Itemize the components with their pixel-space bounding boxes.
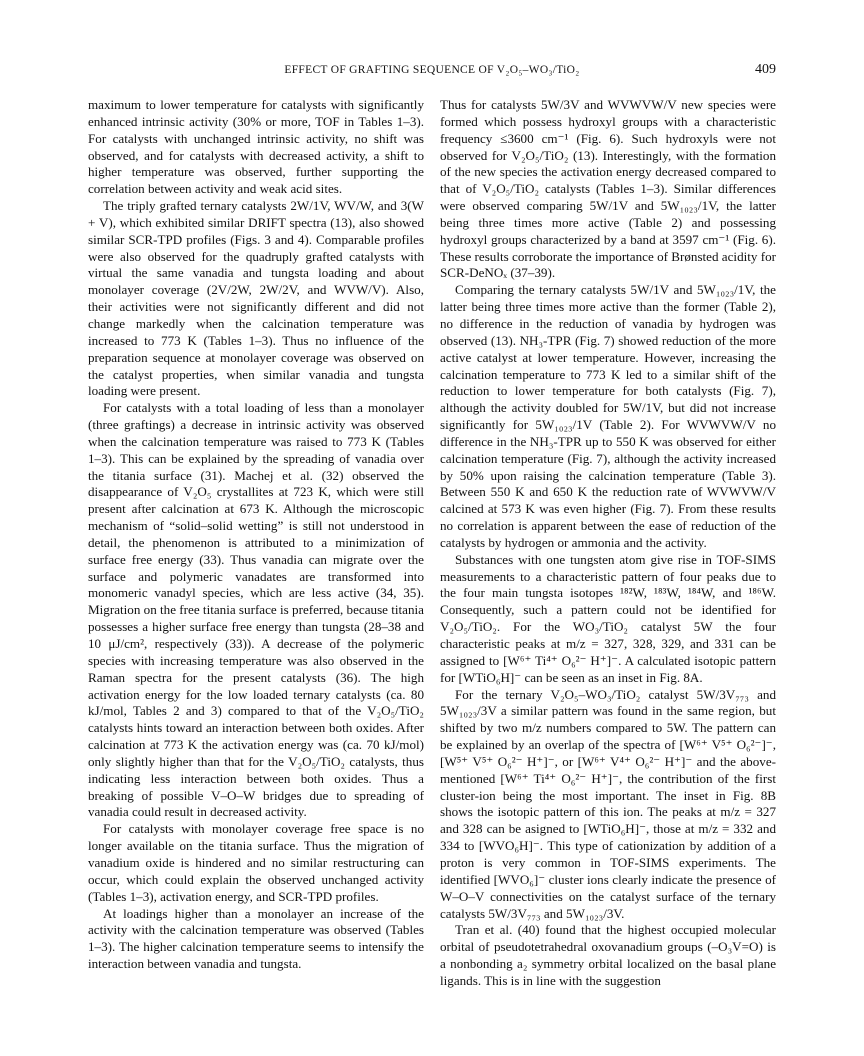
paragraph: Substances with one tungsten atom give rise in TOF-SIMS measurements to a characteristic pattern of four peaks due to the four main tungsta isotopes ¹⁸²W, ¹⁸³W, ¹⁸⁴W, and ¹⁸⁶W. Consequently, such a pattern could not be identified for V₂O₅/TiO₂. For the WO₃/TiO₂ catalyst 5W the four characteristic peaks at m/z = 327, 328, 329, and 331 can be assigned to [W⁶⁺ Ti⁴⁺ O₆²⁻ H⁺]⁻. A calculated isotopic pattern for [WTiO₆H]⁻ can be seen as an inset in Fig. 8A. <box>440 551 776 685</box>
paragraph: Comparing the ternary catalysts 5W/1V and 5W₁₀₂₃/1V, the latter being three times more active than the former (Table 2), no difference in the reduction of vanadia by hydrogen was observed (13). NH₃-TPR (Fig. 7) showed reduction of the more active catalyst at lower temperature. However, increasing the calcination temperature to 773 K led to a similar shift of the reduction to lower temperature for both catalysts (Fig. 7), although the activity doubled for 5W/1V, but did not increase significantly for 5W₁₀₂₃/1V (Table 2). For WVWVW/V no difference in the NH₃-TPR up to 550 K was observed for either calcination temperature (Fig. 7), although the activity increased by 50% upon raising the calcination temperature (Table 3). Between 550 K and 650 K the reduction rate of WVWVW/V calcined at 573 K was even higher (Fig. 7). From these results no correlation is apparent between the ease of reduction of the catalysts by hydrogen or ammonia and the activity. <box>440 282 776 550</box>
paragraph: For the ternary V₂O₅–WO₃/TiO₂ catalyst 5W/3V₇₇₃ and 5W₁₀₂₃/3V a similar pattern was found in the same region, but shifted by two m/z numbers compared to 5W. The pattern can be explained by an overlap of the spectra of [W⁶⁺ V⁵⁺ O₆²⁻]⁻, [W⁵⁺ V⁵⁺ O₆²⁻ H⁺]⁻, or [W⁶⁺ V⁴⁺ O₆²⁻ H⁺]⁻ and the above-mentioned [W⁶⁺ Ti⁴⁺ O₆²⁻ H⁺]⁻, the contribution of the first cluster-ion being the most important. The inset in Fig. 8B shows the isotopic pattern of this ion. The peaks at m/z = 327 and 328 can be asigned to [WTiO₆H]⁻, those at m/z = 332 and 334 to [WVO₆H]⁻. This type of cationization by addition of a proton is very common in TOF-SIMS experiments. The identified [WVO₆]⁻ cluster ions clearly indicate the presence of W–O–V connectivities on the catalyst surface of the ternary catalysts 5W/3V₇₇₃ and 5W₁₀₂₃/3V. <box>440 686 776 921</box>
paragraph: The triply grafted ternary catalysts 2W/1V, WV/W, and 3(W + V), which exhibited similar DRIFT spectra (13), also showed similar SCR-TPD profiles (Figs. 3 and 4). Comparable profiles were also observed for the quadruply grafted catalysts with virtual the same vanadia and tungsta loading and about monolayer coverage (2V/2W, 2W/2V, and WVW/V). Also, their activities were not significantly different and did not change markedly when the calcination temperature was increased to 773 K (Tables 1–3). Thus no influence of the preparation sequence at monolayer coverage was observed on the catalyst properties, when similar vanadia and tungsta loading were present. <box>88 198 424 399</box>
paragraph: Thus for catalysts 5W/3V and WVWVW/V new species were formed which possess hydroxyl groups with a characteristic frequency ≤3600 cm⁻¹ (Fig. 6). Such hydroxyls were not observed for V₂O₅/TiO₂ (13). Interestingly, with the formation of the new species the activation energy decreased compared to that of V₂O₅/TiO₂ catalysts (Tables 1–3). Similar differences were observed comparing 5W/1V and 5W₁₀₂₃/1V, the latter being three times more active (Table 2) and possessing hydroxyl groups characterized by a band at 3597 cm⁻¹ (Fig. 6). These results corroborate the importance of Brønsted acidity for SCR-DeNOₓ (37–39). <box>440 97 776 281</box>
page-number: 409 <box>755 62 776 77</box>
paragraph: Tran et al. (40) found that the highest occupied molecular orbital of pseudotetrahedral oxovanadium groups (–O₃V=O) is a nonbonding a₂ symmetry orbital localized on the basal plane ligands. This is in line with the suggestion <box>440 922 776 988</box>
paragraph: For catalysts with monolayer coverage free space is no longer available on the titania surface. Thus the migration of vanadium oxide is hindered and no similar restructuring can occur, which could explain the observed unchanged activity (Tables 1–3), activation energy, and SCR-TPD profiles. <box>88 821 424 904</box>
page-header <box>88 62 776 82</box>
running-title: EFFECT OF GRAFTING SEQUENCE OF V₂O₅–WO₃/TiO₂ <box>284 64 580 76</box>
left-column <box>88 97 424 973</box>
paragraph: maximum to lower temperature for catalysts with significantly enhanced intrinsic activity (30% or more, TOF in Tables 1–3). For catalysts with unchanged intrinsic activity, no shift was observed, and for catalysts with decreased activity, a shift to higher temperature was observed, further supporting the correlation between activity and weak acid sites. <box>88 97 424 197</box>
paragraph: For catalysts with a total loading of less than a monolayer (three graftings) a decrease in intrinsic activity was observed when the calcination temperature was raised to 773 K (Tables 1–3). This can be explained by the spreading of vanadia over the titania surface (31). Machej et al. (32) observed the disappearance of V₂O₅ crystallites at 723 K, which were still present after calcination at 673 K. Although the microscopic mechanism of “solid–solid wetting” is still not understood in detail, the phenomenon is attributed to a minimization of surface free energy (33). Thus vanadia can migrate over the surface and polymeric vanadates are transformed into monomeric vanadyl species, which are less active (34, 35). Migration on the free titania surface is preferred, because titania possesses a higher surface free energy than tungsta (28–38 and 10 μJ/cm², respectively (33)). A decrease of the polymeric species with increasing temperature was also observed in the Raman spectra for the present catalysts (36). The high activation energy for the low loaded ternary catalysts (ca. 80 kJ/mol, Tables 2 and 3) compared to that of the V₂O₅/TiO₂ catalysts hints toward an interaction between both oxides. After calcination at 773 K the activation energy was (ca. 70 kJ/mol) only slightly higher than that for the V₂O₅/TiO₂ catalysts, thus indicating less interaction between both oxides. Thus a breaking of possible V–O–W bridges due to spreading of vanadia could result in decreased activity. <box>88 400 424 820</box>
right-column <box>440 97 776 990</box>
paragraph: At loadings higher than a monolayer an increase of the activity with the calcination temperature was observed (Tables 1–3). The higher calcination temperature seems to intensify the interaction between vanadia and tungsta. <box>88 905 424 972</box>
